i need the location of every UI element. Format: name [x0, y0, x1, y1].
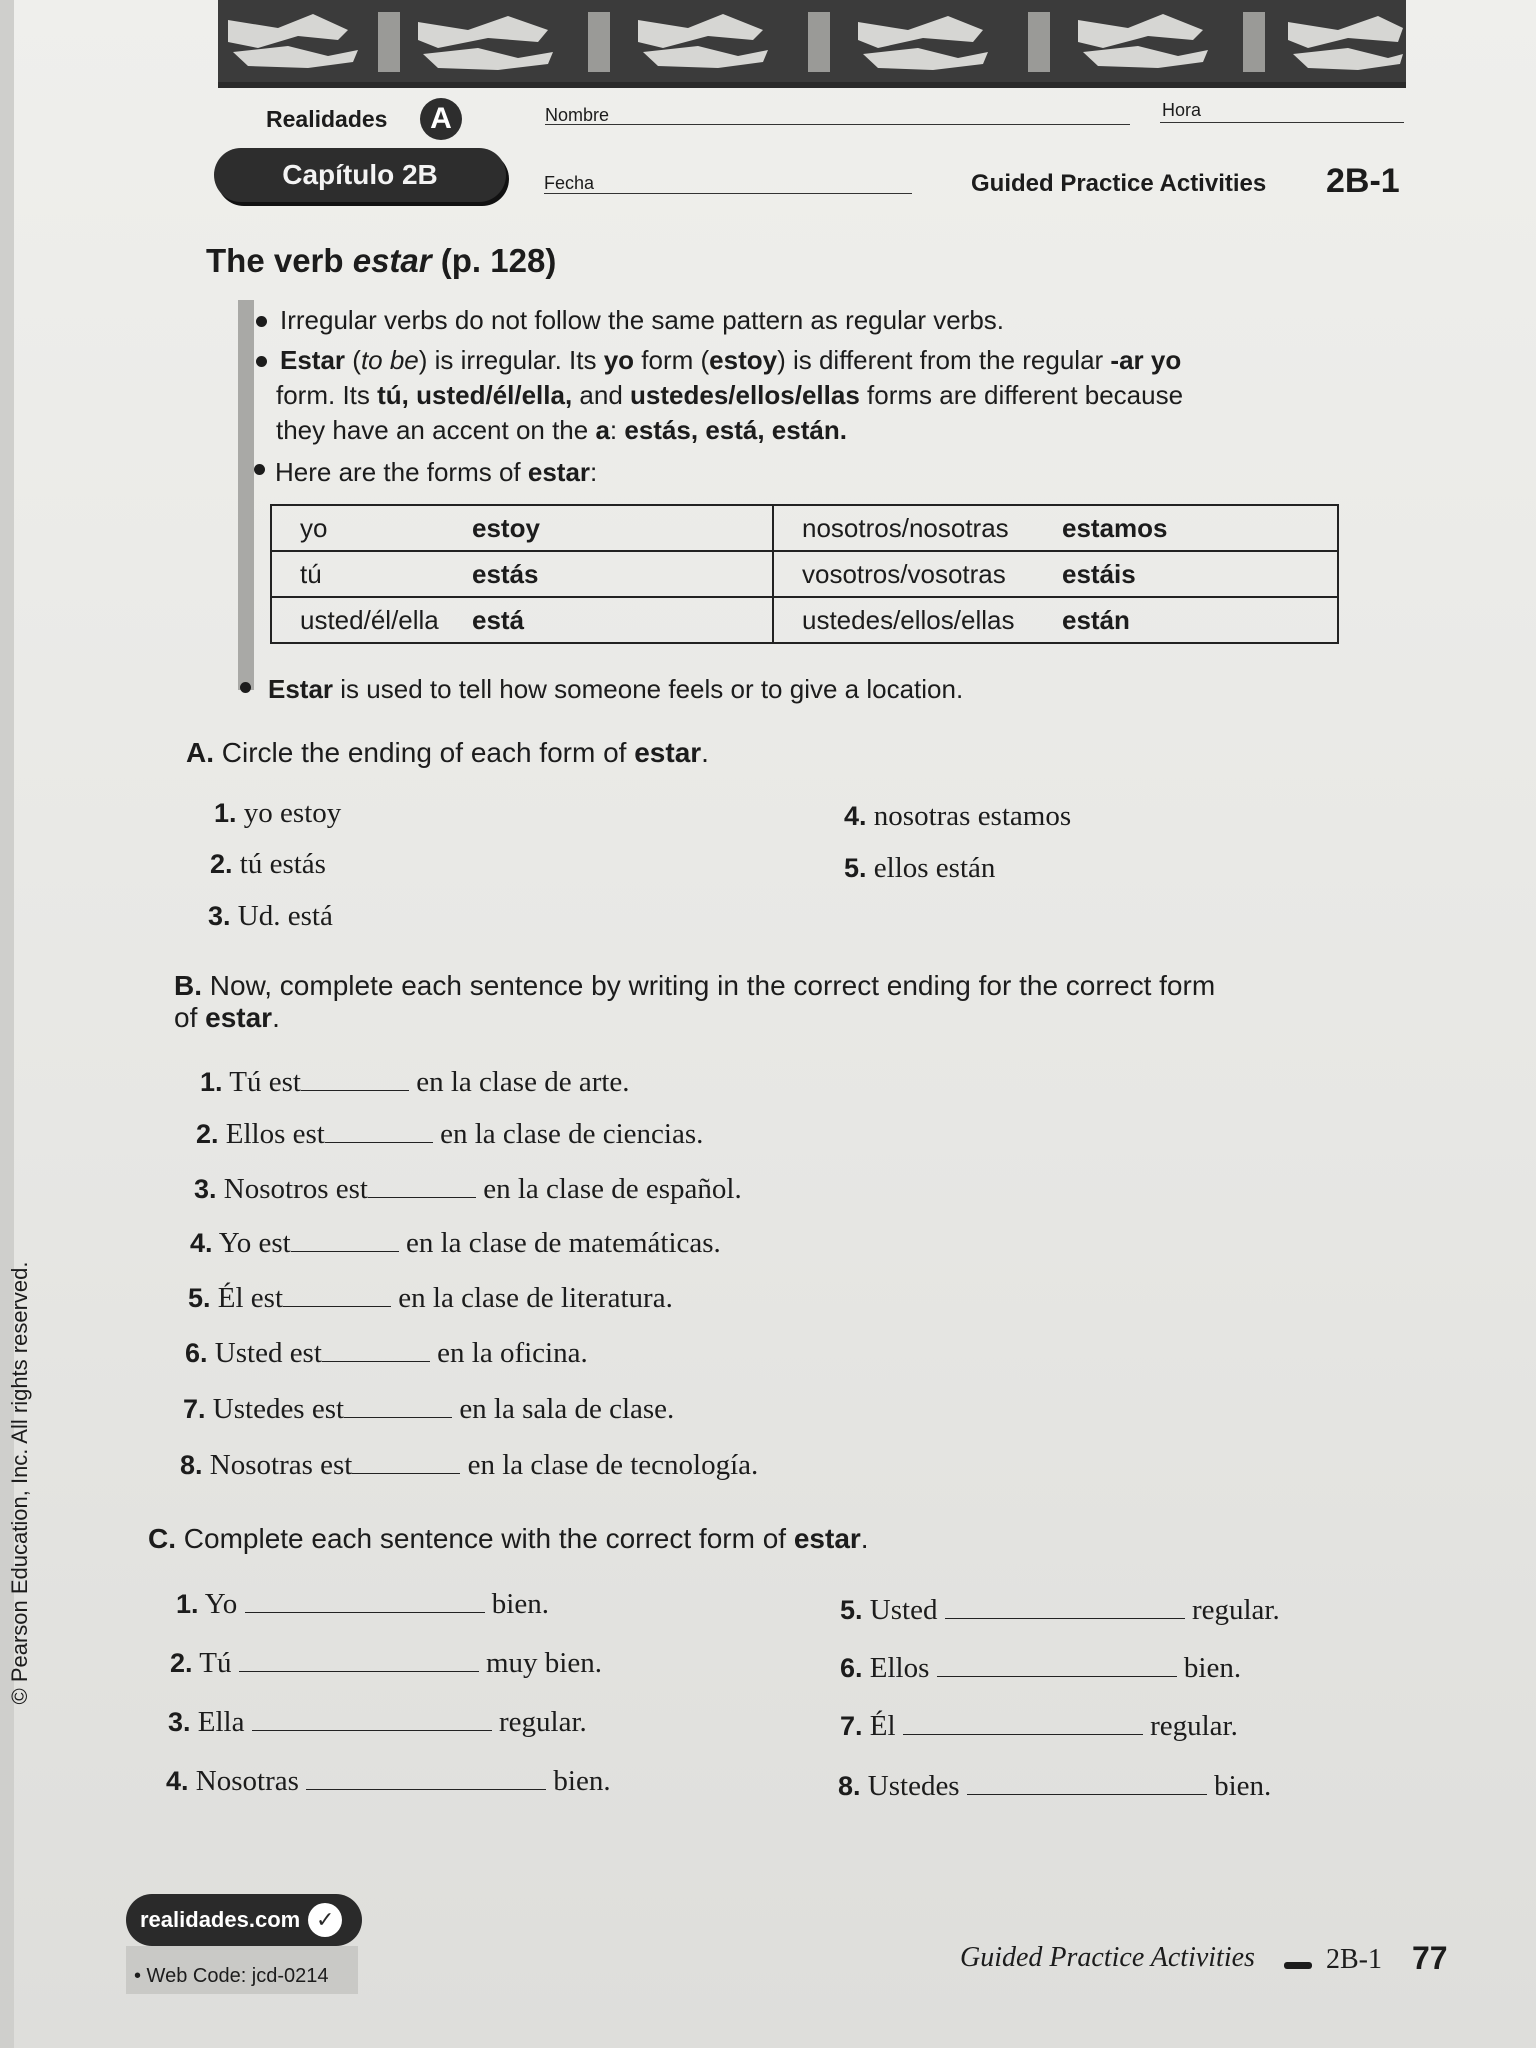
website-label: realidades.com — [140, 1907, 301, 1932]
series-level-badge: A — [420, 98, 462, 140]
answer-blank[interactable] — [291, 1229, 399, 1252]
answer-blank[interactable] — [301, 1068, 409, 1091]
table-row — [271, 551, 1338, 597]
section-b-item: 8. Nosotras est en la clase de tecnología. — [180, 1449, 759, 1481]
table-cell: estoy — [472, 505, 773, 551]
section-b-item: 5. Él est en la clase de literatura. — [188, 1282, 673, 1314]
checkmark-icon: ✓ — [308, 1903, 342, 1937]
activity-label: Guided Practice Activities — [971, 170, 1267, 197]
answer-blank[interactable] — [352, 1451, 460, 1474]
table-row — [271, 597, 1338, 643]
table-cell: están — [1062, 597, 1338, 643]
section-c-item: 4. Nosotras bien. — [166, 1765, 611, 1797]
section-a-item[interactable]: 3. Ud. está — [208, 900, 333, 932]
answer-blank[interactable] — [344, 1395, 452, 1418]
bullet-estar-line1: Estar (to be) is irregular. Its yo form (estoy) is different from the regular -ar yo — [280, 345, 1182, 375]
bullet-dot — [254, 464, 265, 475]
section-a-item[interactable]: 4. nosotras estamos — [844, 800, 1072, 832]
answer-blank[interactable] — [239, 1649, 479, 1672]
activity-number: 2B-1 — [1326, 162, 1400, 200]
section-c-item: 7. Él regular. — [840, 1710, 1238, 1742]
answer-blank[interactable] — [945, 1596, 1185, 1619]
table-cell: está — [472, 597, 773, 643]
footer-text: Guided Practice Activities — [960, 1942, 1255, 1973]
answer-blank[interactable] — [368, 1175, 476, 1198]
hora-label: Hora — [1162, 100, 1202, 120]
table-cell: nosotros/nosotras — [773, 505, 1062, 551]
bullet-dot — [256, 316, 267, 327]
answer-blank[interactable] — [903, 1712, 1143, 1735]
answer-blank[interactable] — [325, 1120, 433, 1143]
section-b-instructions: B. Now, complete each sentence by writing in the correct ending for the correct form of estar. — [174, 970, 1216, 1033]
section-c-item: 8. Ustedes bien. — [838, 1770, 1272, 1802]
estar-forms-table — [270, 504, 1339, 644]
section-b-item: 3. Nosotros est en la clase de español. — [194, 1173, 742, 1205]
nombre-field[interactable] — [545, 124, 1130, 125]
table-cell: tú — [271, 551, 472, 597]
section-a-item[interactable]: 1. yo estoy — [214, 797, 342, 829]
footer-dash — [1284, 1962, 1312, 1969]
chapter-badge: Capítulo 2B — [214, 148, 506, 202]
decorative-border — [218, 0, 1406, 88]
bullet-estar-line3: they have an accent on the a: estás, está, están. — [276, 415, 847, 445]
section-a-item[interactable]: 2. tú estás — [210, 848, 326, 880]
answer-blank[interactable] — [306, 1767, 546, 1790]
table-cell: usted/él/ella — [271, 597, 472, 643]
copyright-notice: © Pearson Education, Inc. All rights reserved. — [7, 1261, 32, 1705]
section-c-item: 5. Usted regular. — [840, 1594, 1280, 1626]
section-c-item: 2. Tú muy bien. — [170, 1647, 602, 1679]
section-c-item: 6. Ellos bien. — [840, 1652, 1242, 1684]
section-b-item: 6. Usted est en la oficina. — [185, 1337, 588, 1369]
hora-field[interactable] — [1160, 122, 1404, 123]
bullet-sidebar — [238, 300, 254, 690]
answer-blank[interactable] — [252, 1708, 492, 1731]
section-c-instructions: C. Complete each sentence with the correct form of estar. — [148, 1523, 869, 1554]
section-a-instructions: A. Circle the ending of each form of estar. — [186, 737, 709, 768]
table-cell: estáis — [1062, 551, 1338, 597]
answer-blank[interactable] — [322, 1339, 430, 1362]
section-b-item: 4. Yo est en la clase de matemáticas. — [190, 1227, 721, 1259]
section-b-item: 2. Ellos est en la clase de ciencias. — [196, 1118, 704, 1150]
fecha-label: Fecha — [544, 173, 595, 193]
table-cell: vosotros/vosotras — [773, 551, 1062, 597]
footer-code: 2B-1 — [1326, 1944, 1382, 1975]
table-cell: ustedes/ellos/ellas — [773, 597, 1062, 643]
page-title: The verb estar (p. 128) — [206, 242, 557, 279]
website-badge[interactable] — [126, 1894, 362, 1946]
table-row — [271, 505, 1338, 551]
section-b-item: 7. Ustedes est en la sala de clase. — [183, 1393, 675, 1425]
bullet-forms: Here are the forms of estar: — [275, 457, 598, 487]
bullet-dot — [256, 356, 267, 367]
bullet-irregular: Irregular verbs do not follow the same pattern as regular verbs. — [280, 305, 1005, 335]
fecha-field[interactable] — [544, 193, 912, 194]
page-number: 77 — [1412, 1940, 1448, 1976]
answer-blank[interactable] — [937, 1654, 1177, 1677]
table-cell: estás — [472, 551, 773, 597]
section-c-item: 1. Yo bien. — [176, 1588, 549, 1620]
table-cell: estamos — [1062, 505, 1338, 551]
bullet-estar-line2: form. Its tú, usted/él/ella, and ustedes/ellos/ellas forms are different because — [276, 380, 1184, 410]
section-c-item: 3. Ella regular. — [168, 1706, 587, 1738]
table-cell: yo — [271, 505, 472, 551]
bullet-usage: Estar is used to tell how someone feels or to give a location. — [268, 674, 964, 704]
section-a-item[interactable]: 5. ellos están — [844, 852, 996, 884]
bullet-dot — [240, 682, 251, 693]
answer-blank[interactable] — [283, 1284, 391, 1307]
series-label: Realidades — [266, 106, 388, 132]
answer-blank[interactable] — [967, 1772, 1207, 1795]
answer-blank[interactable] — [245, 1590, 485, 1613]
nombre-label: Nombre — [545, 105, 610, 125]
web-code: • Web Code: jcd-0214 — [134, 1965, 329, 1987]
section-b-item: 1. Tú est en la clase de arte. — [200, 1066, 630, 1098]
